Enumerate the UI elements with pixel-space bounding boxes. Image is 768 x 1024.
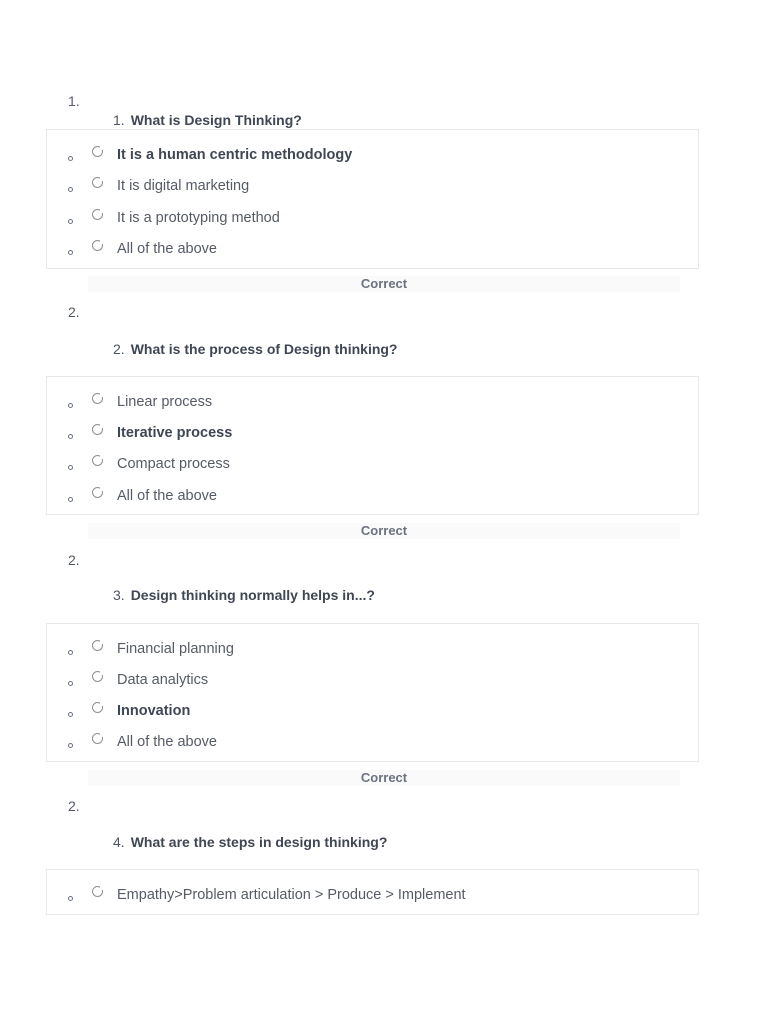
radio-button-icon[interactable] (92, 209, 103, 220)
answer-label: It is a prototyping method (117, 210, 280, 226)
outer-list-number: 1. (68, 93, 80, 109)
list-bullet-icon (68, 896, 73, 901)
list-bullet-icon (68, 497, 73, 502)
list-bullet-icon (68, 250, 73, 255)
radio-button-icon[interactable] (92, 455, 103, 466)
question-title (113, 112, 302, 128)
answer-option[interactable] (47, 146, 698, 170)
question-text: What is the process of Design thinking? (130, 341, 398, 357)
list-bullet-icon (68, 681, 73, 686)
answer-option[interactable] (47, 177, 698, 201)
answer-label: All of the above (117, 734, 217, 750)
radio-button-icon[interactable] (92, 671, 103, 682)
question-text: Design thinking normally helps in...? (130, 587, 375, 603)
answer-label: Data analytics (117, 672, 209, 688)
list-bullet-icon (68, 156, 73, 161)
answer-option[interactable] (47, 671, 698, 695)
answer-label: Empathy>Problem articulation > Produce > Implement (117, 887, 466, 903)
list-bullet-icon (68, 465, 73, 470)
answer-label: Financial planning (117, 641, 234, 657)
radio-button-icon[interactable] (92, 640, 103, 651)
answer-label: Linear process (117, 394, 213, 410)
answer-options (46, 129, 699, 269)
outer-list-number: 2. (68, 798, 80, 814)
answer-option[interactable] (47, 455, 698, 479)
outer-list-number: 2. (68, 552, 80, 568)
question-number: 2. (113, 341, 125, 357)
radio-button-icon[interactable] (92, 240, 103, 251)
question-number: 4. (113, 834, 125, 850)
answer-option[interactable] (47, 702, 698, 726)
list-bullet-icon (68, 187, 73, 192)
answer-option[interactable] (47, 487, 698, 511)
answer-option[interactable] (47, 886, 698, 910)
answer-label: It is digital marketing (117, 178, 250, 194)
question-text: What is Design Thinking? (130, 112, 302, 128)
answer-option[interactable] (47, 240, 698, 264)
list-bullet-icon (68, 712, 73, 717)
question-title (113, 341, 398, 357)
answer-label: It is a human centric methodology (117, 147, 353, 163)
radio-button-icon[interactable] (92, 393, 103, 404)
radio-button-icon[interactable] (92, 177, 103, 188)
question-number: 1. (113, 112, 125, 128)
answer-option[interactable] (47, 733, 698, 757)
answer-options (46, 376, 699, 515)
question-title (113, 587, 375, 603)
answer-label: Innovation (117, 703, 191, 719)
answer-label: All of the above (117, 241, 217, 257)
result-status: Correct (88, 276, 680, 292)
list-bullet-icon (68, 650, 73, 655)
answer-options (46, 623, 699, 762)
answer-option[interactable] (47, 424, 698, 448)
answer-label: Iterative process (117, 425, 233, 441)
answer-label: All of the above (117, 488, 217, 504)
radio-button-icon[interactable] (92, 424, 103, 435)
radio-button-icon[interactable] (92, 702, 103, 713)
list-bullet-icon (68, 434, 73, 439)
question-title (113, 834, 387, 850)
answer-options (46, 869, 699, 915)
radio-button-icon[interactable] (92, 733, 103, 744)
radio-button-icon[interactable] (92, 487, 103, 498)
list-bullet-icon (68, 403, 73, 408)
radio-button-icon[interactable] (92, 886, 103, 897)
question-text: What are the steps in design thinking? (130, 834, 388, 850)
outer-list-number: 2. (68, 304, 80, 320)
answer-option[interactable] (47, 393, 698, 417)
result-status: Correct (88, 523, 680, 539)
answer-option[interactable] (47, 209, 698, 233)
result-status: Correct (88, 770, 680, 786)
radio-button-icon[interactable] (92, 146, 103, 157)
answer-option[interactable] (47, 640, 698, 664)
answer-label: Compact process (117, 456, 230, 472)
question-number: 3. (113, 587, 125, 603)
list-bullet-icon (68, 743, 73, 748)
list-bullet-icon (68, 219, 73, 224)
